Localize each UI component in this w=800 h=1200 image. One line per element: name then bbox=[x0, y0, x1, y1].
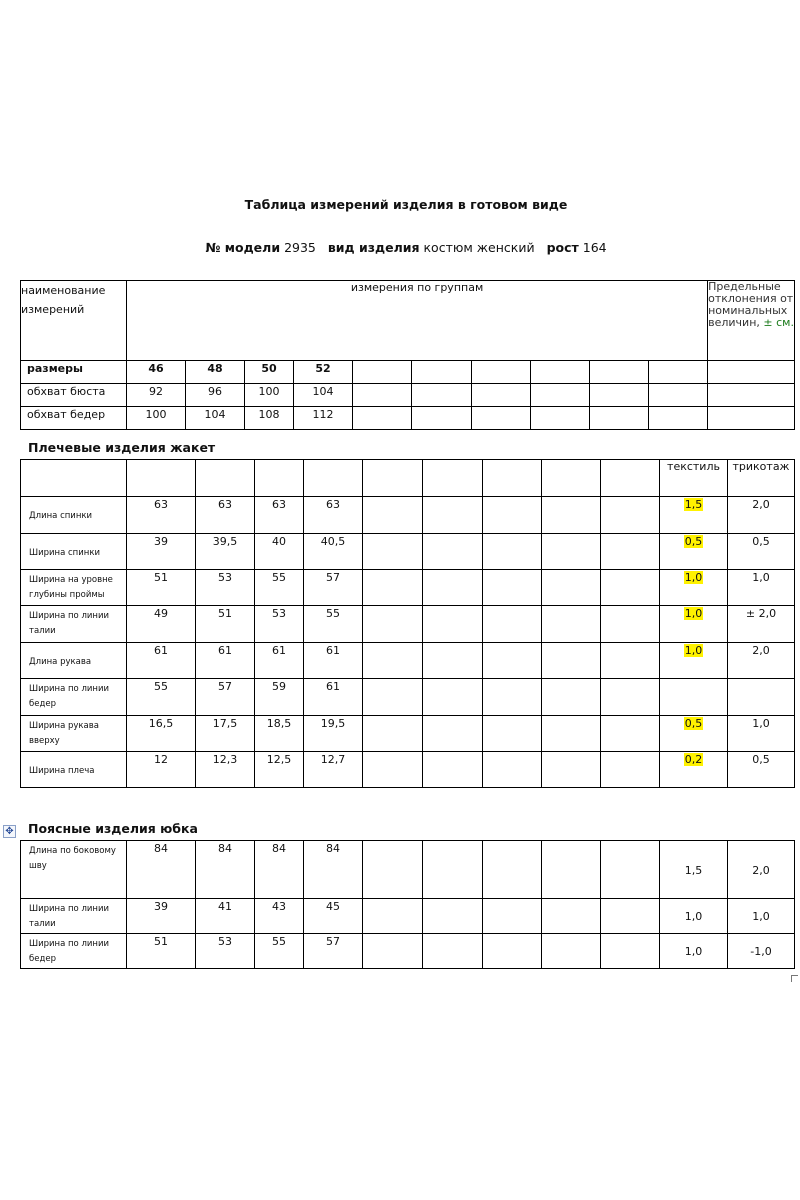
measurement-value: 16,5 bbox=[127, 716, 196, 752]
measurement-value: 40,5 bbox=[304, 534, 363, 570]
table-row bbox=[21, 361, 795, 384]
empty-cell bbox=[412, 407, 472, 430]
measurement-value: 12,3 bbox=[196, 752, 255, 788]
row-label: Ширина по линии талии bbox=[21, 899, 127, 934]
textile-tolerance bbox=[660, 534, 728, 570]
measurement-value: 63 bbox=[127, 497, 196, 534]
empty-cell bbox=[483, 679, 542, 716]
textile-tolerance bbox=[660, 716, 728, 752]
textile-column-header: текстиль bbox=[660, 460, 728, 497]
empty-cell bbox=[531, 407, 590, 430]
empty-cell bbox=[423, 899, 483, 934]
empty-cell bbox=[483, 752, 542, 788]
skirt-measurements-table bbox=[20, 840, 795, 969]
empty-cell bbox=[601, 606, 660, 643]
empty-cell bbox=[601, 497, 660, 534]
row-label: Ширина по линии бедер bbox=[21, 934, 127, 969]
knit-tolerance: 0,5 bbox=[728, 534, 795, 570]
measurement-value: 39 bbox=[127, 899, 196, 934]
measurement-value: 61 bbox=[304, 643, 363, 679]
empty-cell bbox=[483, 497, 542, 534]
table-row bbox=[21, 384, 795, 407]
textile-tolerance-value: 1,5 bbox=[684, 863, 703, 877]
size-value: 100 bbox=[245, 384, 294, 407]
measurement-value: 63 bbox=[255, 497, 304, 534]
measurement-value: 55 bbox=[255, 934, 304, 969]
empty-cell bbox=[601, 934, 660, 969]
table-row bbox=[21, 716, 795, 752]
empty-cell bbox=[708, 384, 795, 407]
measurement-value: 19,5 bbox=[304, 716, 363, 752]
document-title: Таблица измерений изделия в готовом виде bbox=[244, 197, 568, 212]
measurement-value: 18,5 bbox=[255, 716, 304, 752]
table-row bbox=[21, 643, 795, 679]
row-label: Ширина по линии талии bbox=[21, 606, 127, 643]
empty-cell bbox=[472, 361, 531, 384]
table-row bbox=[21, 534, 795, 570]
empty-cell bbox=[423, 716, 483, 752]
empty-cell bbox=[601, 679, 660, 716]
empty-cell bbox=[542, 606, 601, 643]
empty-cell bbox=[423, 934, 483, 969]
empty-cell bbox=[423, 841, 483, 899]
size-value: 52 bbox=[294, 361, 353, 384]
measurement-value: 53 bbox=[196, 570, 255, 606]
measurement-value: 39,5 bbox=[196, 534, 255, 570]
empty-cell bbox=[423, 497, 483, 534]
measurement-value: 55 bbox=[304, 606, 363, 643]
textile-tolerance-value: 1,0 bbox=[684, 571, 703, 584]
empty-cell bbox=[590, 384, 649, 407]
empty-cell bbox=[708, 361, 795, 384]
measurement-value: 17,5 bbox=[196, 716, 255, 752]
textile-tolerance-value: 1,5 bbox=[684, 498, 703, 511]
measurement-value: 12,5 bbox=[255, 752, 304, 788]
measurement-value: 61 bbox=[196, 643, 255, 679]
empty-cell bbox=[363, 716, 423, 752]
empty-cell bbox=[472, 384, 531, 407]
knit-tolerance: 2,0 bbox=[728, 497, 795, 534]
jacket-measurements-table bbox=[20, 459, 795, 788]
size-value: 104 bbox=[186, 407, 245, 430]
textile-tolerance-value: 0,2 bbox=[684, 753, 703, 766]
groups-header: измерения по группам bbox=[127, 281, 708, 361]
measurement-value: 12 bbox=[127, 752, 196, 788]
textile-tolerance-value: 0,5 bbox=[684, 717, 703, 730]
knit-column-header: трикотаж bbox=[728, 460, 795, 497]
measurement-value: 61 bbox=[255, 643, 304, 679]
empty-cell bbox=[423, 752, 483, 788]
measurement-value: 61 bbox=[127, 643, 196, 679]
empty-cell bbox=[542, 570, 601, 606]
size-value: 100 bbox=[127, 407, 186, 430]
measurement-value: 43 bbox=[255, 899, 304, 934]
empty-cell bbox=[531, 384, 590, 407]
knit-tolerance: 1,0 bbox=[728, 716, 795, 752]
empty-cell bbox=[363, 534, 423, 570]
measurement-value: 12,7 bbox=[304, 752, 363, 788]
empty-cell bbox=[649, 361, 708, 384]
measurement-value: 63 bbox=[196, 497, 255, 534]
measurement-value: 53 bbox=[255, 606, 304, 643]
textile-tolerance bbox=[660, 934, 728, 969]
empty-cell bbox=[590, 407, 649, 430]
row-label: обхват бюста bbox=[21, 384, 127, 407]
measurement-value: 49 bbox=[127, 606, 196, 643]
measurement-value: 57 bbox=[304, 934, 363, 969]
model-label: № модели bbox=[205, 240, 281, 255]
empty-cell bbox=[363, 497, 423, 534]
row-label: Ширина на уровне глубины проймы bbox=[21, 570, 127, 606]
table-row bbox=[21, 679, 795, 716]
knit-tolerance: -1,0 bbox=[728, 934, 795, 969]
empty-cell bbox=[601, 752, 660, 788]
height-value: 164 bbox=[582, 240, 607, 255]
textile-tolerance bbox=[660, 497, 728, 534]
measurement-value: 57 bbox=[304, 570, 363, 606]
empty-cell bbox=[483, 841, 542, 899]
empty-cell bbox=[353, 361, 412, 384]
textile-tolerance-value: 1,0 bbox=[684, 644, 703, 657]
table-end-marker bbox=[791, 975, 798, 982]
empty-cell bbox=[363, 606, 423, 643]
height-label: рост bbox=[546, 240, 579, 255]
size-value: 108 bbox=[245, 407, 294, 430]
move-arrows-icon[interactable]: ✥ bbox=[3, 825, 16, 838]
empty-cell bbox=[412, 384, 472, 407]
table-row bbox=[21, 934, 795, 969]
empty-cell bbox=[542, 497, 601, 534]
size-value: 46 bbox=[127, 361, 186, 384]
table-row bbox=[21, 899, 795, 934]
empty-cell bbox=[353, 384, 412, 407]
type-value: костюм женский bbox=[423, 240, 535, 255]
empty-cell bbox=[363, 934, 423, 969]
textile-tolerance bbox=[660, 752, 728, 788]
textile-tolerance-value: 0,5 bbox=[684, 535, 703, 548]
textile-tolerance bbox=[660, 679, 728, 716]
textile-tolerance bbox=[660, 899, 728, 934]
empty-cell bbox=[483, 934, 542, 969]
size-value: 48 bbox=[186, 361, 245, 384]
knit-tolerance bbox=[728, 679, 795, 716]
textile-tolerance bbox=[660, 570, 728, 606]
empty-cell bbox=[483, 643, 542, 679]
row-label: Ширина по линии бедер bbox=[21, 679, 127, 716]
row-label: Длина по боковому шву bbox=[21, 841, 127, 899]
empty-cell bbox=[708, 407, 795, 430]
empty-cell bbox=[423, 643, 483, 679]
empty-cell bbox=[363, 570, 423, 606]
empty-cell bbox=[363, 679, 423, 716]
model-info-line bbox=[0, 240, 800, 255]
size-value: 50 bbox=[245, 361, 294, 384]
row-label: Длина рукава bbox=[21, 643, 127, 679]
model-number: 2935 bbox=[284, 240, 316, 255]
size-value: 96 bbox=[186, 384, 245, 407]
general-measurements-table bbox=[20, 280, 795, 430]
jacket-section-title: Плечевые изделия жакет bbox=[28, 440, 216, 455]
table-row bbox=[21, 570, 795, 606]
measurement-value: 40 bbox=[255, 534, 304, 570]
empty-cell bbox=[423, 679, 483, 716]
textile-tolerance-value: 1,0 bbox=[684, 607, 703, 620]
empty-cell bbox=[483, 570, 542, 606]
empty-cell bbox=[472, 407, 531, 430]
table-row bbox=[21, 841, 795, 899]
measurement-value: 51 bbox=[196, 606, 255, 643]
knit-tolerance: ± 2,0 bbox=[728, 606, 795, 643]
row-label: обхват бедер bbox=[21, 407, 127, 430]
measurement-value: 45 bbox=[304, 899, 363, 934]
empty-cell bbox=[590, 361, 649, 384]
measurement-value: 53 bbox=[196, 934, 255, 969]
measurement-value: 55 bbox=[127, 679, 196, 716]
empty-cell bbox=[363, 899, 423, 934]
empty-cell bbox=[363, 643, 423, 679]
measurement-value: 84 bbox=[196, 841, 255, 899]
empty-cell bbox=[363, 752, 423, 788]
empty-cell bbox=[483, 899, 542, 934]
textile-tolerance-value: 1,0 bbox=[684, 945, 703, 958]
table-row bbox=[21, 497, 795, 534]
type-label: вид изделия bbox=[327, 240, 420, 255]
row-label: Ширина рукава вверху bbox=[21, 716, 127, 752]
knit-tolerance: 1,0 bbox=[728, 899, 795, 934]
empty-cell bbox=[483, 716, 542, 752]
measurement-value: 55 bbox=[255, 570, 304, 606]
knit-tolerance: 0,5 bbox=[728, 752, 795, 788]
empty-cell bbox=[601, 899, 660, 934]
empty-cell bbox=[542, 716, 601, 752]
empty-cell bbox=[363, 841, 423, 899]
empty-cell bbox=[353, 407, 412, 430]
empty-cell bbox=[423, 570, 483, 606]
textile-tolerance bbox=[660, 841, 728, 899]
tolerance-header: Предельные отклонения от номинальных величин, ± cм. bbox=[708, 281, 795, 361]
empty-cell bbox=[601, 643, 660, 679]
measurement-value: 84 bbox=[255, 841, 304, 899]
knit-tolerance: 2,0 bbox=[728, 841, 795, 899]
empty-cell bbox=[542, 841, 601, 899]
knit-tolerance: 1,0 bbox=[728, 570, 795, 606]
row-label: Ширина спинки bbox=[21, 534, 127, 570]
empty-cell bbox=[601, 716, 660, 752]
empty-cell bbox=[531, 361, 590, 384]
measurement-value: 57 bbox=[196, 679, 255, 716]
measurement-value: 51 bbox=[127, 934, 196, 969]
empty-cell bbox=[601, 570, 660, 606]
empty-cell bbox=[483, 606, 542, 643]
table-row bbox=[21, 407, 795, 430]
measurement-value: 63 bbox=[304, 497, 363, 534]
row-label: размеры bbox=[21, 361, 127, 384]
empty-cell bbox=[601, 841, 660, 899]
measurement-value: 39 bbox=[127, 534, 196, 570]
empty-cell bbox=[483, 534, 542, 570]
empty-cell bbox=[649, 384, 708, 407]
jacket-header-cell bbox=[21, 460, 127, 497]
measurement-value: 51 bbox=[127, 570, 196, 606]
table-row bbox=[21, 752, 795, 788]
textile-tolerance bbox=[660, 606, 728, 643]
skirt-section-title: Поясные изделия юбка bbox=[28, 821, 198, 836]
measurement-value: 61 bbox=[304, 679, 363, 716]
size-value: 92 bbox=[127, 384, 186, 407]
size-value: 112 bbox=[294, 407, 353, 430]
empty-cell bbox=[542, 534, 601, 570]
empty-cell bbox=[601, 534, 660, 570]
size-value: 104 bbox=[294, 384, 353, 407]
empty-cell bbox=[423, 606, 483, 643]
row-label: Ширина плеча bbox=[21, 752, 127, 788]
empty-cell bbox=[412, 361, 472, 384]
name-header: наименование измерений bbox=[21, 281, 127, 361]
measurement-value: 59 bbox=[255, 679, 304, 716]
textile-tolerance bbox=[660, 643, 728, 679]
empty-cell bbox=[542, 643, 601, 679]
measurement-value: 41 bbox=[196, 899, 255, 934]
table-row bbox=[21, 606, 795, 643]
textile-tolerance-value: 1,0 bbox=[684, 910, 703, 923]
empty-cell bbox=[542, 752, 601, 788]
empty-cell bbox=[423, 534, 483, 570]
measurement-value: 84 bbox=[127, 841, 196, 899]
empty-cell bbox=[542, 899, 601, 934]
knit-tolerance: 2,0 bbox=[728, 643, 795, 679]
empty-cell bbox=[542, 679, 601, 716]
row-label: Длина спинки bbox=[21, 497, 127, 534]
empty-cell bbox=[542, 934, 601, 969]
measurement-value: 84 bbox=[304, 841, 363, 899]
empty-cell bbox=[649, 407, 708, 430]
